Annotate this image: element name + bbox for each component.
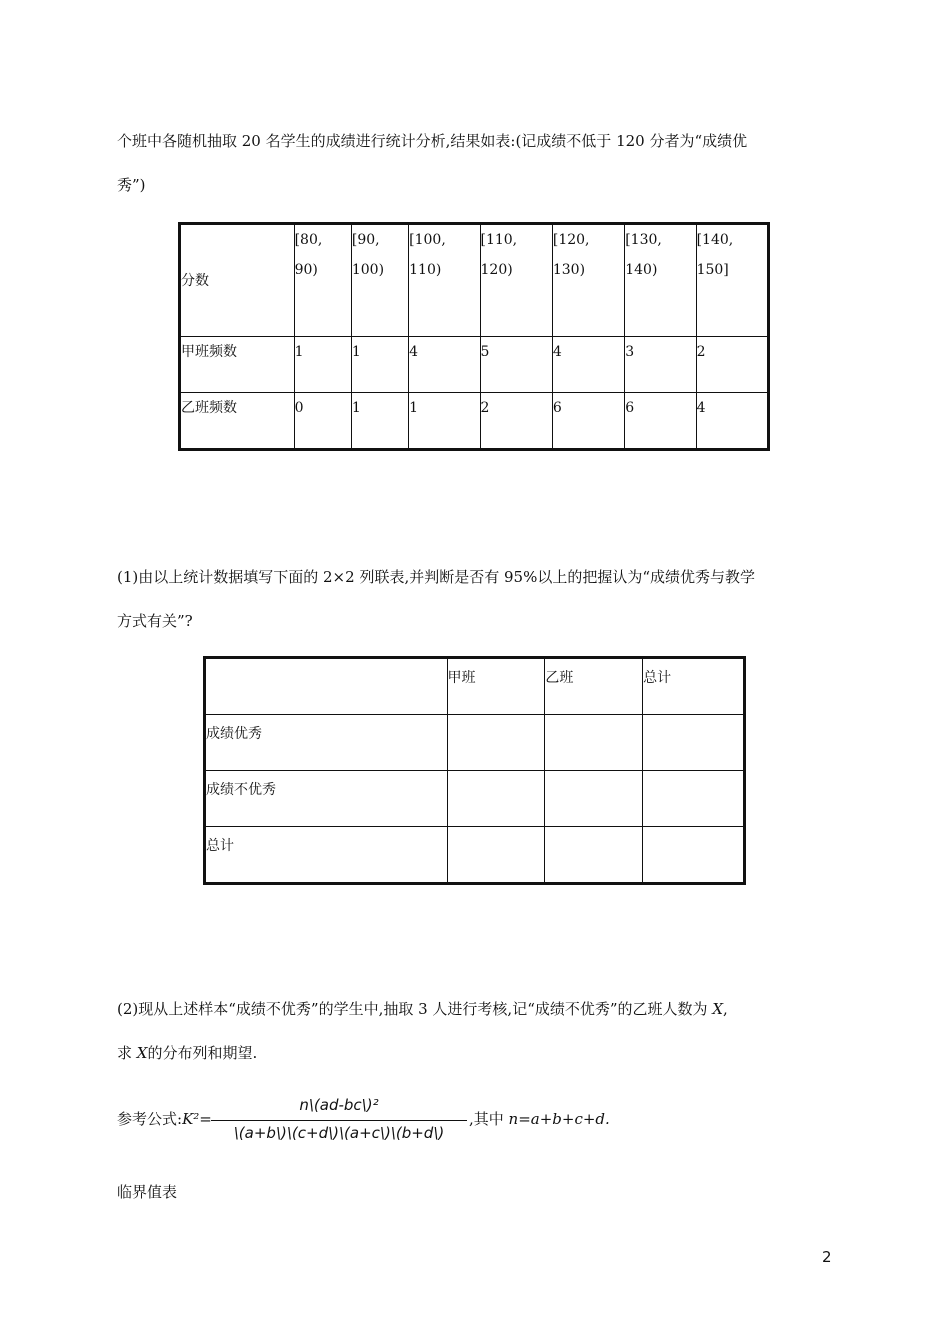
question-2-line-2: 求 X的分布列和期望. [117, 1044, 258, 1062]
interval-cell: [130, 140) [625, 224, 696, 337]
table-cell: 6 [552, 393, 624, 450]
question-2-line-1: (2)现从上述样本“成绩不优秀”的学生中,抽取 3 人进行考核,记“成绩不优秀”的乙班人数为 X, [117, 1000, 728, 1018]
page-number: 2 [822, 1248, 832, 1266]
table-cell: 6 [625, 393, 696, 450]
formula-prefix: 参考公式:K²= [117, 1110, 212, 1128]
table-cell: 2 [480, 393, 552, 450]
row-label: 总计 [205, 827, 448, 884]
question-1-line-1: (1)由以上统计数据填写下面的 2×2 列联表,并判断是否有 95%以上的把握认为“成绩优秀与教学 [117, 568, 755, 586]
empty-cell [447, 771, 545, 827]
table-cell: 3 [625, 337, 696, 393]
table-cell: 4 [552, 337, 624, 393]
interval-cell: [90, 100) [351, 224, 408, 337]
table-row [205, 715, 745, 771]
interval-cell: [110, 120) [480, 224, 552, 337]
intro-line-1: 个班中各随机抽取 20 名学生的成绩进行统计分析,结果如表:(记成绩不低于 120 分者为“成绩优 [117, 132, 748, 150]
empty-cell [545, 827, 643, 884]
table-cell: 2 [696, 337, 768, 393]
empty-cell [545, 715, 643, 771]
empty-cell [643, 715, 745, 771]
empty-cell [545, 771, 643, 827]
table-cell: 5 [480, 337, 552, 393]
row-label: 乙班频数 [180, 393, 295, 450]
interval-cell: [80, 90) [294, 224, 351, 337]
interval-cell: [100, 110) [409, 224, 480, 337]
empty-cell [643, 771, 745, 827]
header-cell: 总计 [643, 658, 745, 715]
table-row [180, 224, 769, 337]
question-2 [117, 987, 837, 1075]
table-cell: 4 [696, 393, 768, 450]
table-row [205, 658, 745, 715]
intro-line-2: 秀”) [117, 176, 146, 194]
header-cell: 乙班 [545, 658, 643, 715]
table-row [205, 771, 745, 827]
table-row [180, 393, 769, 450]
table-cell: 1 [294, 337, 351, 393]
question-1 [117, 555, 837, 643]
contingency-table [203, 656, 746, 885]
score-frequency-table [178, 222, 770, 451]
interval-cell: [120, 130) [552, 224, 624, 337]
empty-cell [447, 827, 545, 884]
row-label: 成绩优秀 [205, 715, 448, 771]
header-cell-empty [205, 658, 448, 715]
table-cell: 1 [351, 393, 408, 450]
question-1-line-2: 方式有关”? [117, 612, 193, 630]
table-cell: 1 [351, 337, 408, 393]
row-label: 成绩不优秀 [205, 771, 448, 827]
header-label: 分数 [180, 224, 295, 337]
table-cell: 0 [294, 393, 351, 450]
row-label: 甲班频数 [180, 337, 295, 393]
table-row [180, 337, 769, 393]
header-cell: 甲班 [447, 658, 545, 715]
table-cell: 4 [409, 337, 480, 393]
formula-numerator: n\(ad-bc\)² [299, 1096, 379, 1114]
fraction-bar [211, 1120, 467, 1121]
critical-value-title: 临界值表 [117, 1183, 178, 1201]
reference-formula [117, 1094, 837, 1150]
table-row [205, 827, 745, 884]
empty-cell [447, 715, 545, 771]
intro-paragraph [117, 119, 837, 207]
formula-denominator: \(a+b\)\(c+d\)\(a+c\)\(b+d\) [233, 1124, 445, 1142]
table-cell: 1 [409, 393, 480, 450]
interval-cell: [140, 150] [696, 224, 768, 337]
formula-suffix: ,其中 n=a+b+c+d. [469, 1110, 610, 1128]
formula-fraction [211, 1096, 467, 1146]
empty-cell [643, 827, 745, 884]
